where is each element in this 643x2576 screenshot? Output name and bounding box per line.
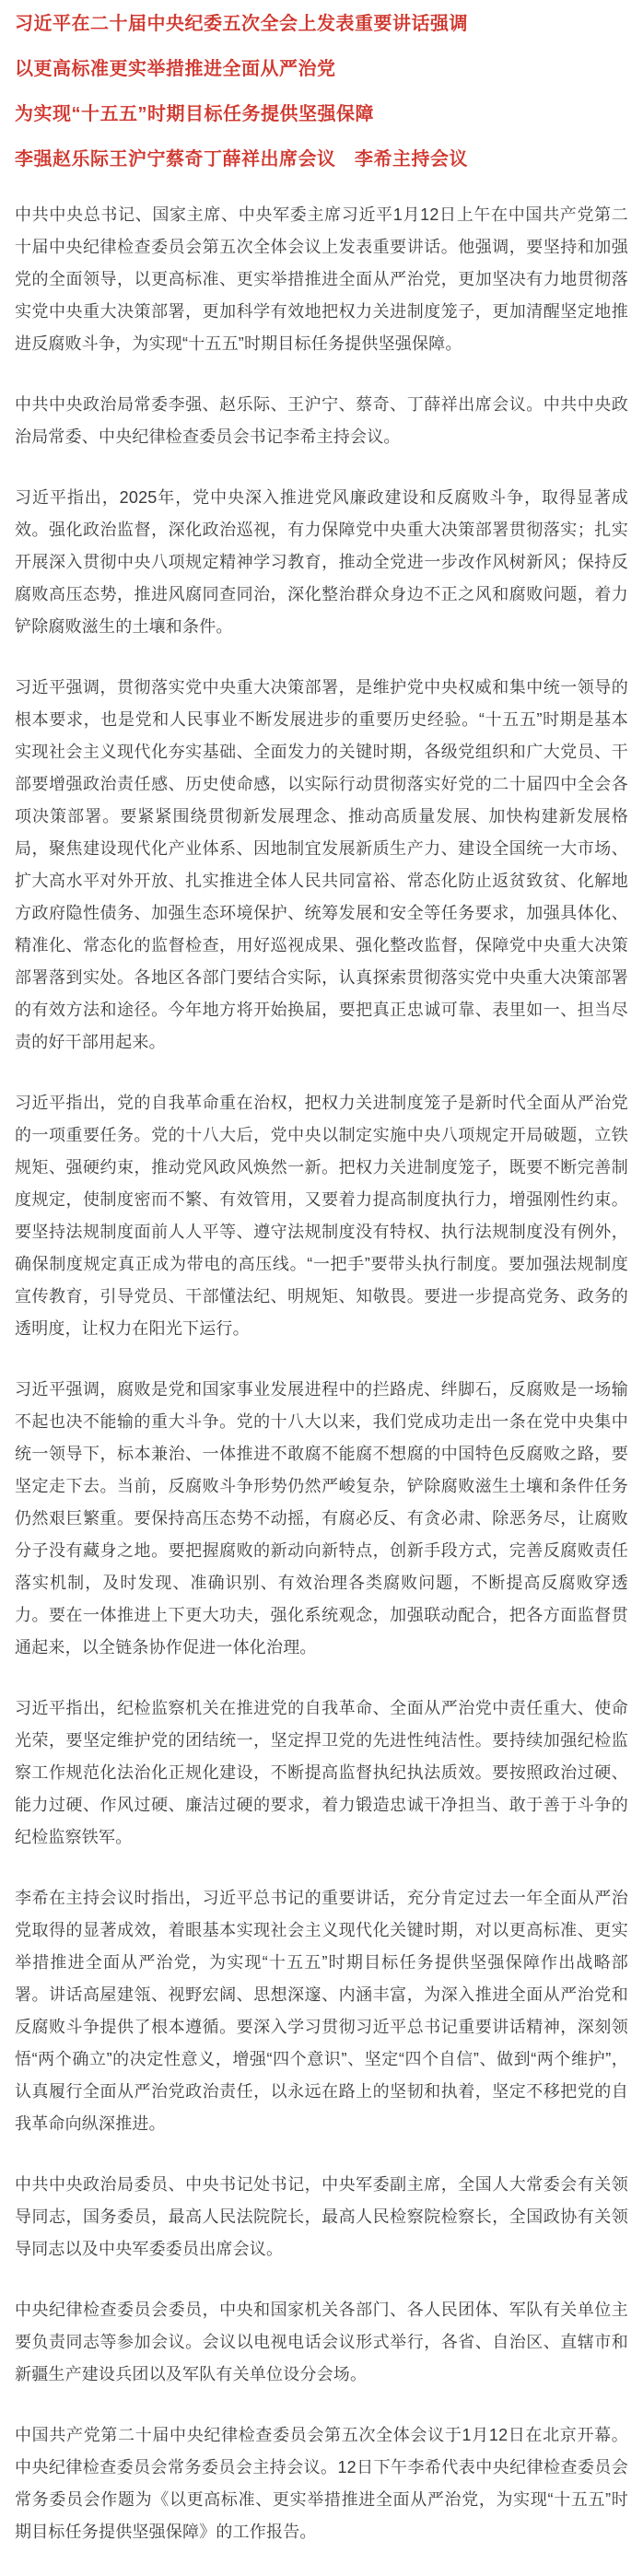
article-paragraph-3: 习近平指出，2025年，党中央深入推进党风廉政建设和反腐败斗争，取得显著成效。强化政治监督，深化政治巡视，有力保障党中央重大决策部署贯彻落实；扎实开展深入贯彻中央八项规定精神学习教育，推动全党进一步改作风树新风；保持反腐败高压态势，推进风腐同查同治，深化整治群众身边不正之风和腐败问题，着力铲除腐败滋生的土壤和条件。	[15, 488, 628, 636]
article-paragraph-7: 习近平指出，纪检监察机关在推进党的自我革命、全面从严治党中责任重大、使命光荣，要坚定维护党的团结统一，坚定捍卫党的先进性纯洁性。要持续加强纪检监察工作规范化法治化正规化建设，不断提高监督执纪执法质效。要按照政治过硬、能力过硬、作风过硬、廉洁过硬的要求，着力锻造忠诚干净担当、敢于善于斗争的纪检监察铁军。	[15, 1699, 628, 1846]
article-paragraph-11: 中国共产党第二十届中央纪律检查委员会第五次全体会议于1月12日在北京开幕。中央纪律检查委员会常务委员会主持会议。12日下午李希代表中央纪律检查委员会常务委员会作题为《以更高标准、更实举措推进全面从严治党，为实现“十五五”时期目标任务提供坚强保障》的工作报告。	[15, 2426, 628, 2541]
headline-line-4-attendees: 李强赵乐际王沪宁蔡奇丁薛祥出席会议 李希主持会议	[15, 149, 468, 170]
article-paragraph-8: 李希在主持会议时指出，习近平总书记的重要讲话，充分肯定过去一年全面从严治党取得的显著成效，着眼基本实现社会主义现代化关键时期，对以更高标准、更实举措推进全面从严治党，为实现“十五五”时期目标任务提供坚强保障作出战略部署。讲话高屋建瓴、视野宏阔、思想深邃、内涵丰富，为深入推进全面从严治党和反腐败斗争提供了根本遵循。要深入学习贯彻习近平总书记重要讲话精神，深刻领悟“两个确立”的决定性意义，增强“四个意识”、坚定“四个自信”、做到“两个维护”，认真履行全面从严治党政治责任，以永远在路上的坚韧和执着，坚定不移把党的自我革命向纵深推进。	[15, 1889, 628, 2133]
article-paragraph-1: 中共中央总书记、国家主席、中央军委主席习近平1月12日上午在中国共产党第二十届中央纪律检查委员会第五次全体会议上发表重要讲话。他强调，要坚持和加强党的全面领导，以更高标准、更实举措推进全面从严治党，更加坚决有力地贯彻落实党中央重大决策部署，更加科学有效地把权力关进制度笼子，更加清醒坚定地推进反腐败斗争，为实现“十五五”时期目标任务提供坚强保障。	[15, 205, 628, 353]
article-paragraph-5: 习近平指出，党的自我革命重在治权，把权力关进制度笼子是新时代全面从严治党的一项重要任务。党的十八大后，党中央以制定实施中央八项规定开局破题，立铁规矩、强硬约束，推动党风政风焕然一新。把权力关进制度笼子，既要不断完善制度规定，使制度密而不繁、有效管用，又要着力提高制度执行力，增强刚性约束。要坚持法规制度面前人人平等、遵守法规制度没有特权、执行法规制度没有例外，确保制度规定真正成为带电的高压线。“一把手”要带头执行制度。要加强法规制度宣传教育，引导党员、干部懂法纪、明规矩、知敬畏。要进一步提高党务、政务的透明度，让权力在阳光下运行。	[15, 1094, 628, 1338]
article-paragraph-2: 中共中央政治局常委李强、赵乐际、王沪宁、蔡奇、丁薛祥出席会议。中共中央政治局常委、中央纪律检查委员会书记李希主持会议。	[15, 395, 628, 446]
headline-line-1: 习近平在二十届中央纪委五次全会上发表重要讲话强调	[15, 14, 468, 34]
headline-line-2: 以更高标准更实举措推进全面从严治党	[15, 59, 336, 79]
article-paragraph-9: 中共中央政治局委员、中央书记处书记，中央军委副主席，全国人大常委会有关领导同志，国务委员，最高人民法院院长，最高人民检察院检察长，全国政协有关领导同志以及中央军委委员出席会议。	[15, 2175, 628, 2258]
article-paragraph-4: 习近平强调，贯彻落实党中央重大决策部署，是维护党中央权威和集中统一领导的根本要求，也是党和人民事业不断发展进步的重要历史经验。“十五五”时期是基本实现社会主义现代化夯实基础、全面发力的关键时期，各级党组织和广大党员、干部要增强政治责任感、历史使命感，以实际行动贯彻落实好党的二十届四中全会各项决策部署。要紧紧围绕贯彻新发展理念、推动高质量发展、加快构建新发展格局，聚焦建设现代化产业体系、因地制宜发展新质生产力、建设全国统一大市场、扩大高水平对外开放、扎实推进全体人民共同富裕、常态化防止返贫致贫、化解地方政府隐性债务、加强生态环境保护、统筹发展和安全等任务要求，加强具体化、精准化、常态化的监督检查，用好巡视成果、强化整改监督，保障党中央重大决策部署落到实处。各地区各部门要结合实际，认真探索贯彻落实党中央重大决策部署的有效方法和途径。今年地方将开始换届，要把真正忠诚可靠、表里如一、担当尽责的好干部用起来。	[15, 678, 628, 1051]
article-headline-block	[15, 15, 628, 170]
article-paragraph-10: 中央纪律检查委员会委员，中央和国家机关各部门、各人民团体、军队有关单位主要负责同志等参加会议。会议以电视电话会议形式举行，各省、自治区、直辖市和新疆生产建设兵团以及军队有关单位设分会场。	[15, 2301, 628, 2383]
article-body	[15, 199, 628, 2548]
article-paragraph-6: 习近平强调，腐败是党和国家事业发展进程中的拦路虎、绊脚石，反腐败是一场输不起也决不能输的重大斗争。党的十八大以来，我们党成功走出一条在党中央集中统一领导下，标本兼治、一体推进不敢腐不能腐不想腐的中国特色反腐败之路，要坚定走下去。当前，反腐败斗争形势仍然严峻复杂，铲除腐败滋生土壤和条件任务仍然艰巨繁重。要保持高压态势不动摇，有腐必反、有贪必肃、除恶务尽，让腐败分子没有藏身之地。要把握腐败的新动向新特点，创新手段方式，完善反腐败责任落实机制，及时发现、准确识别、有效治理各类腐败问题，不断提高反腐败穿透力。要在一体推进上下更大功夫，强化系统观念，加强联动配合，把各方面监督贯通起来，以全链条协作促进一体化治理。	[15, 1380, 628, 1657]
headline-line-3: 为实现“十五五”时期目标任务提供坚强保障	[15, 104, 374, 124]
